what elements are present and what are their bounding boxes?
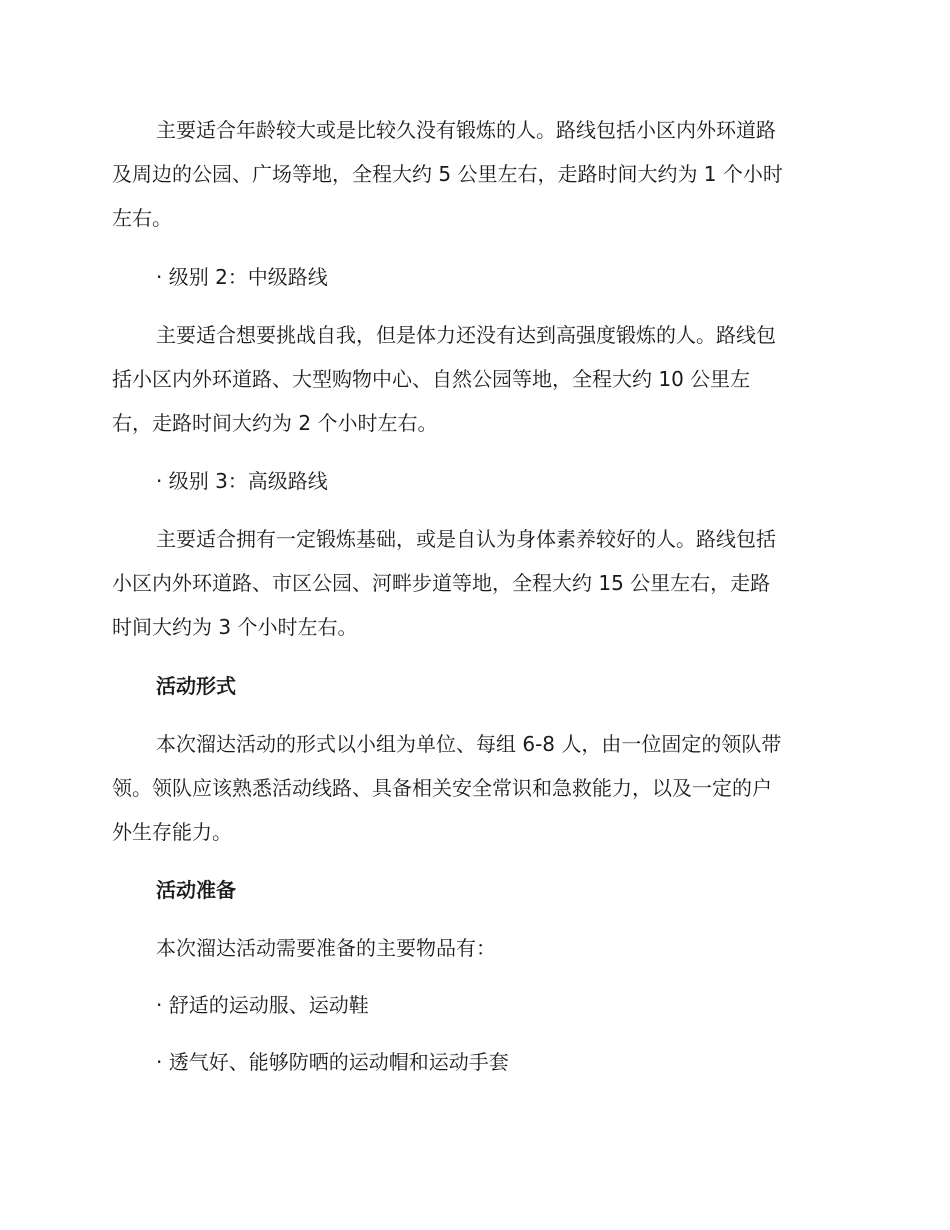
paragraph-1-line-1: 主要适合年龄较大或是比较久没有锻炼的人。路线包括小区内外环道路: [156, 118, 776, 142]
heading-activity-preparation: 活动准备: [156, 878, 236, 902]
paragraph-2-line-2: 括小区内外环道路、大型购物中心、自然公园等地，全程大约 10 公里左: [112, 367, 751, 391]
level-3-item: · 级别 3：高级路线: [156, 469, 328, 493]
paragraph-3-line-3: 时间大约为 3 个小时左右。: [112, 615, 358, 639]
paragraph-1-line-3: 左右。: [112, 206, 172, 230]
preparation-intro: 本次溜达活动需要准备的主要物品有：: [156, 936, 496, 960]
paragraph-2-line-1: 主要适合想要挑战自我，但是体力还没有达到高强度锻炼的人。路线包: [156, 323, 776, 347]
paragraph-2-line-3: 右，走路时间大约为 2 个小时左右。: [112, 411, 438, 435]
list-item: · 透气好、能够防晒的运动帽和运动手套: [156, 1050, 509, 1074]
paragraph-3-line-1: 主要适合拥有一定锻炼基础，或是自认为身体素养较好的人。路线包括: [156, 527, 776, 551]
paragraph-4-line-3: 外生存能力。: [112, 820, 232, 844]
paragraph-3-line-2: 小区内外环道路、市区公园、河畔步道等地，全程大约 15 公里左右，走路: [112, 571, 771, 595]
list-item: · 舒适的运动服、运动鞋: [156, 993, 369, 1017]
paragraph-4-line-1: 本次溜达活动的形式以小组为单位、每组 6-8 人，由一位固定的领队带: [156, 732, 782, 756]
paragraph-4-line-2: 领。领队应该熟悉活动线路、具备相关安全常识和急救能力，以及一定的户: [112, 776, 772, 800]
heading-activity-form: 活动形式: [156, 674, 236, 698]
paragraph-1-line-2: 及周边的公园、广场等地，全程大约 5 公里左右，走路时间大约为 1 个小时: [112, 162, 783, 186]
level-2-item: · 级别 2：中级路线: [156, 265, 328, 289]
